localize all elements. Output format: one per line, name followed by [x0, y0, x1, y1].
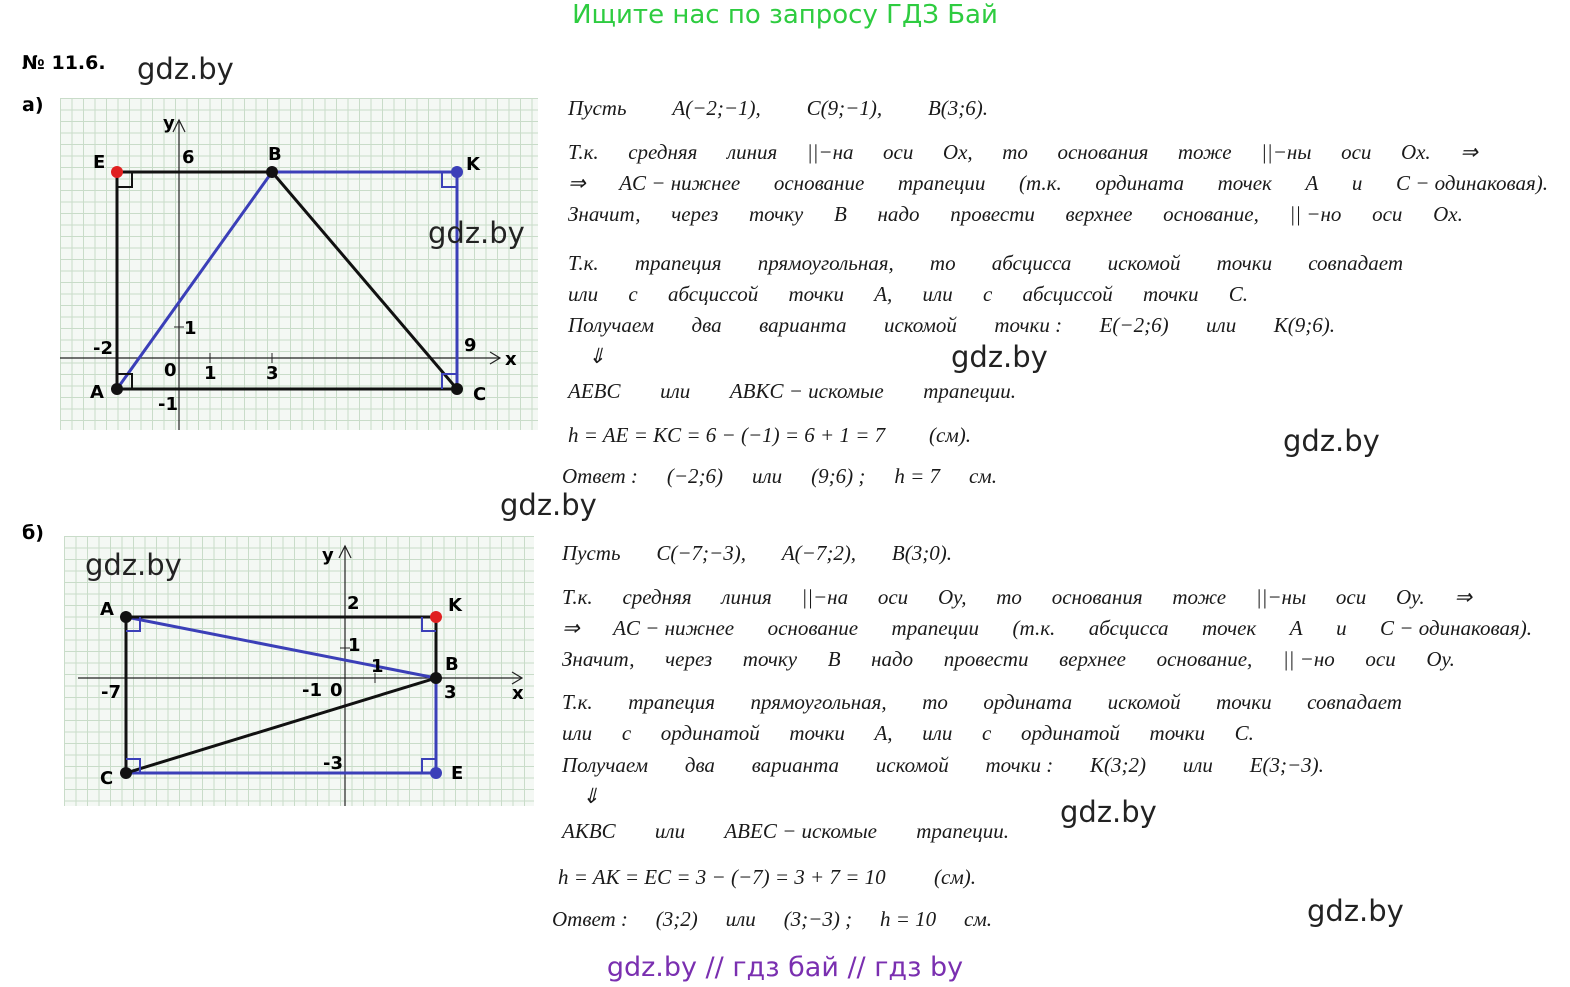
solution-line: [558, 865, 976, 890]
solution-word: h = AE = KC = 6 − (−1) = 6 + 1 = 7: [568, 423, 886, 447]
solution-word: C(−7;−3),: [656, 541, 746, 565]
solution-word: C(9;−1),: [806, 96, 883, 120]
tick-neg7: -7: [101, 682, 121, 703]
solution-word: или: [654, 819, 686, 843]
solution-word: ордината: [983, 690, 1073, 714]
solution-word: трапеции: [891, 616, 980, 640]
solution-word: Т.к.: [568, 140, 599, 164]
solution-word: (т.к.: [1018, 171, 1062, 195]
label-c: C: [473, 384, 487, 405]
solution-word: совпадает: [1308, 251, 1403, 275]
solution-word: или: [725, 907, 756, 931]
solution-line: [568, 423, 971, 448]
solution-word: ||−на: [801, 585, 849, 609]
point-b: [266, 166, 278, 178]
solution-word: искомой: [883, 313, 957, 337]
solution-word: средняя: [622, 585, 692, 609]
solution-line: [568, 313, 1335, 338]
solution-word: A(−2;−1),: [672, 96, 761, 120]
solution-word: AEBC: [568, 379, 621, 403]
solution-word: основание,: [1156, 647, 1253, 671]
solution-word: точки: [789, 721, 845, 745]
solution-word: с: [628, 282, 638, 306]
solution-word: Т.к.: [568, 251, 599, 275]
solution-word: трапеции.: [916, 819, 1009, 843]
part-a-figure: [60, 98, 538, 430]
point-k: [451, 166, 463, 178]
solution-word: провести: [943, 647, 1029, 671]
point-c: [120, 767, 132, 779]
tick-2: 2: [347, 593, 360, 614]
solution-word: Т.к.: [562, 585, 593, 609]
solution-word: линия: [726, 140, 778, 164]
tick-neg1: -1: [302, 680, 322, 701]
watermark: gdz.by: [500, 488, 597, 522]
solution-word: трапеция: [634, 251, 722, 275]
trapezoid-aebc: [117, 172, 457, 389]
solution-word: Значит,: [562, 647, 635, 671]
solution-word: и: [1351, 171, 1363, 195]
solution-word: искомой: [875, 753, 949, 777]
solution-word: надо: [877, 202, 920, 226]
watermark: gdz.by: [1307, 894, 1404, 928]
solution-word: оси: [1335, 585, 1367, 609]
solution-word: то: [922, 690, 948, 714]
watermark: gdz.by: [137, 52, 234, 86]
solution-word: через: [671, 202, 719, 226]
problem-number: № 11.6.: [22, 52, 106, 74]
solution-word: C.: [1234, 721, 1254, 745]
solution-word: искомой: [1107, 690, 1181, 714]
solution-line: [562, 721, 1254, 746]
solution-word: AC − нижнее: [613, 616, 735, 640]
tick-3: 3: [266, 363, 279, 384]
footer-links: gdz.by // гдз бай // гдз by: [606, 952, 964, 983]
solution-word: ординатой: [660, 721, 760, 745]
solution-word: Oy.: [1396, 585, 1425, 609]
solution-word: (см).: [929, 423, 971, 447]
solution-word: ординатой: [1020, 721, 1120, 745]
solution-word: Получаем: [562, 753, 649, 777]
solution-word: два: [691, 313, 722, 337]
solution-line: [562, 753, 1324, 778]
solution-word: точки :: [985, 753, 1054, 777]
solution-line: [568, 251, 1403, 276]
solution-word: || −но: [1289, 202, 1342, 226]
solution-word: ⇒: [562, 616, 580, 640]
solution-word: варианта: [759, 313, 847, 337]
solution-word: оси: [1365, 647, 1396, 671]
solution-word: E(−2;6): [1099, 313, 1169, 337]
solution-word: два: [684, 753, 715, 777]
solution-word: || −но: [1282, 647, 1335, 671]
trapezoid-abkc: [117, 172, 457, 389]
axis-label-y: y: [322, 545, 334, 566]
solution-word: ордината: [1095, 171, 1184, 195]
solution-word: верхнее: [1065, 202, 1133, 226]
solution-word: C − одинаковая).: [1396, 171, 1548, 195]
solution-word: h = 10: [879, 907, 937, 931]
solution-word: Т.к.: [562, 690, 593, 714]
solution-word: (3;2): [655, 907, 698, 931]
solution-word: и: [1336, 616, 1347, 640]
watermark: gdz.by: [1060, 795, 1157, 829]
solution-word: Ox.: [1400, 140, 1431, 164]
solution-word: или: [562, 721, 593, 745]
solution-line: [568, 171, 1548, 196]
solution-word: то: [929, 251, 956, 275]
tick-x-1: 1: [371, 656, 384, 677]
solution-line: [562, 647, 1455, 672]
solution-word: K(9;6).: [1273, 313, 1335, 337]
solution-word: Oy,: [937, 585, 967, 609]
solution-word: C − одинаковая).: [1380, 616, 1532, 640]
solution-word: B: [827, 647, 841, 671]
solution-word: A: [1305, 171, 1319, 195]
solution-word: оси: [1341, 140, 1372, 164]
solution-word: основание,: [1163, 202, 1259, 226]
label-c: C: [100, 768, 114, 789]
solution-word: средняя: [628, 140, 698, 164]
solution-word: совпадает: [1307, 690, 1402, 714]
solution-word: трапеции.: [923, 379, 1016, 403]
point-a: [120, 611, 132, 623]
solution-word: Ox,: [942, 140, 973, 164]
solution-word: основания: [1057, 140, 1149, 164]
search-banner: Ищите нас по запросу ГДЗ Бай: [572, 0, 998, 30]
point-e: [430, 767, 442, 779]
solution-word: ⇒: [1454, 585, 1472, 609]
tick-neg1: -1: [158, 394, 178, 415]
solution-word: трапеции: [897, 171, 986, 195]
tick-0: 0: [164, 360, 177, 381]
solution-word: см.: [964, 907, 992, 931]
axis-label-x: x: [512, 683, 524, 704]
solution-word: или: [752, 464, 783, 488]
solution-word: абсцисса: [991, 251, 1072, 275]
solution-word: основания: [1051, 585, 1143, 609]
solution-line: [582, 784, 600, 809]
solution-word: B(3;6).: [927, 96, 988, 120]
tick-neg2: -2: [93, 338, 113, 359]
solution-line: [562, 464, 997, 489]
label-a: A: [100, 599, 114, 620]
watermark: gdz.by: [951, 340, 1048, 374]
solution-word: см.: [968, 464, 997, 488]
solution-word: прямоугольная,: [757, 251, 894, 275]
point-k: [430, 611, 442, 623]
solution-word: точку: [748, 202, 804, 226]
label-k: K: [466, 154, 480, 175]
solution-line: [568, 379, 1016, 404]
tick-y-1: 1: [184, 318, 197, 339]
solution-word: (−2;6): [666, 464, 724, 488]
solution-word: Пусть: [568, 96, 627, 120]
tick-0: 0: [330, 680, 343, 701]
solution-word: искомой: [1107, 251, 1181, 275]
label-e: E: [93, 152, 106, 173]
solution-word: варианта: [751, 753, 840, 777]
solution-word: тоже: [1172, 585, 1227, 609]
solution-word: Ответ :: [552, 907, 628, 931]
solution-line: [552, 907, 992, 932]
solution-word: точек: [1217, 171, 1272, 195]
solution-word: основание: [767, 616, 859, 640]
solution-word: абсцисса: [1088, 616, 1169, 640]
solution-word: C.: [1228, 282, 1248, 306]
solution-line: [568, 202, 1463, 227]
axis-label-y: y: [163, 113, 175, 134]
solution-word: ||−на: [806, 140, 854, 164]
solution-word: AC − нижнее: [619, 171, 741, 195]
solution-word: через: [665, 647, 713, 671]
solution-word: оси: [1372, 202, 1403, 226]
solution-word: ABEC − искомые: [724, 819, 877, 843]
solution-word: (т.к.: [1012, 616, 1056, 640]
point-e: [111, 166, 123, 178]
solution-word: точки: [788, 282, 844, 306]
solution-word: с: [621, 721, 632, 745]
tick-y-1: 1: [348, 635, 361, 656]
solution-word: A,: [874, 282, 893, 306]
solution-word: B: [833, 202, 847, 226]
solution-word: или: [660, 379, 691, 403]
solution-word: Значит,: [568, 202, 641, 226]
point-a: [111, 383, 123, 395]
watermark: gdz.by: [428, 216, 525, 250]
label-k: K: [448, 595, 462, 616]
solution-line: [568, 140, 1478, 165]
solution-line: [562, 819, 1009, 844]
solution-word: Oy.: [1426, 647, 1455, 671]
solution-word: точек: [1201, 616, 1257, 640]
point-b: [430, 672, 442, 684]
solution-line: [562, 690, 1402, 715]
tick-neg3: -3: [323, 753, 343, 774]
solution-word: E(3;−3).: [1249, 753, 1324, 777]
axis-label-x: x: [505, 349, 517, 370]
solution-word: то: [996, 585, 1022, 609]
label-b: B: [268, 144, 282, 165]
solution-word: точки: [1149, 721, 1206, 745]
solution-word: ||−ны: [1261, 140, 1312, 164]
solution-word: то: [1002, 140, 1028, 164]
solution-word: точку: [742, 647, 798, 671]
solution-word: или: [922, 721, 953, 745]
solution-word: или: [1206, 313, 1237, 337]
label-a: A: [90, 382, 104, 403]
solution-word: линия: [721, 585, 772, 609]
trapezoid-akbc: [126, 617, 436, 773]
solution-word: K(3;2): [1089, 753, 1146, 777]
solution-word: тоже: [1177, 140, 1232, 164]
solution-word: точки: [1143, 282, 1199, 306]
solution-word: трапеция: [628, 690, 715, 714]
solution-word: или: [568, 282, 599, 306]
solution-line: [562, 616, 1532, 641]
solution-line: [568, 282, 1248, 307]
solution-word: A,: [874, 721, 893, 745]
solution-word: ⇒: [1460, 140, 1478, 164]
solution-word: прямоугольная,: [750, 690, 887, 714]
solution-word: или: [1182, 753, 1213, 777]
solution-word: B(3;0).: [891, 541, 952, 565]
solution-word: или: [922, 282, 953, 306]
solution-word: провести: [950, 202, 1035, 226]
solution-line: [568, 96, 988, 121]
solution-word: AKBC: [562, 819, 616, 843]
solution-word: h = 7: [894, 464, 941, 488]
solution-word: Пусть: [562, 541, 621, 565]
solution-line: [562, 541, 952, 566]
solution-word: надо: [871, 647, 914, 671]
part-b-label: б): [22, 522, 44, 544]
solution-word: ⇓: [588, 344, 606, 368]
trapezoid-abec: [126, 617, 436, 773]
tick-6: 6: [182, 147, 195, 168]
solution-word: Ответ :: [562, 464, 638, 488]
solution-word: абсциссой: [1022, 282, 1113, 306]
solution-word: с: [982, 721, 992, 745]
solution-word: ABKC − искомые: [729, 379, 884, 403]
solution-line: [562, 585, 1472, 610]
tick-x-1: 1: [204, 363, 217, 384]
solution-word: основание: [773, 171, 865, 195]
solution-word: ||−ны: [1255, 585, 1307, 609]
solution-word: A: [1289, 616, 1303, 640]
solution-line: [588, 344, 606, 369]
part-a-label: а): [22, 94, 44, 116]
solution-word: ⇓: [582, 784, 600, 808]
solution-word: (см).: [934, 865, 976, 889]
solution-word: точки :: [994, 313, 1063, 337]
solution-word: с: [982, 282, 993, 306]
tick-9: 9: [464, 335, 477, 356]
watermark: gdz.by: [85, 548, 182, 582]
solution-word: Получаем: [568, 313, 655, 337]
solution-word: A(−7;2),: [781, 541, 857, 565]
point-c: [451, 383, 463, 395]
solution-word: (3;−3) ;: [783, 907, 853, 931]
solution-word: оси: [877, 585, 909, 609]
solution-word: Ox.: [1433, 202, 1463, 226]
tick-3: 3: [444, 682, 457, 703]
solution-word: ⇒: [568, 171, 586, 195]
solution-word: оси: [883, 140, 914, 164]
watermark: gdz.by: [1283, 424, 1380, 458]
solution-word: точки: [1216, 251, 1273, 275]
label-e: E: [451, 763, 464, 784]
solution-word: абсциссой: [668, 282, 759, 306]
solution-word: (9;6) ;: [811, 464, 866, 488]
solution-word: точки: [1216, 690, 1272, 714]
solution-word: верхнее: [1059, 647, 1126, 671]
label-b: B: [445, 654, 459, 675]
solution-word: h = AK = EC = 3 − (−7) = 3 + 7 = 10: [558, 865, 886, 889]
